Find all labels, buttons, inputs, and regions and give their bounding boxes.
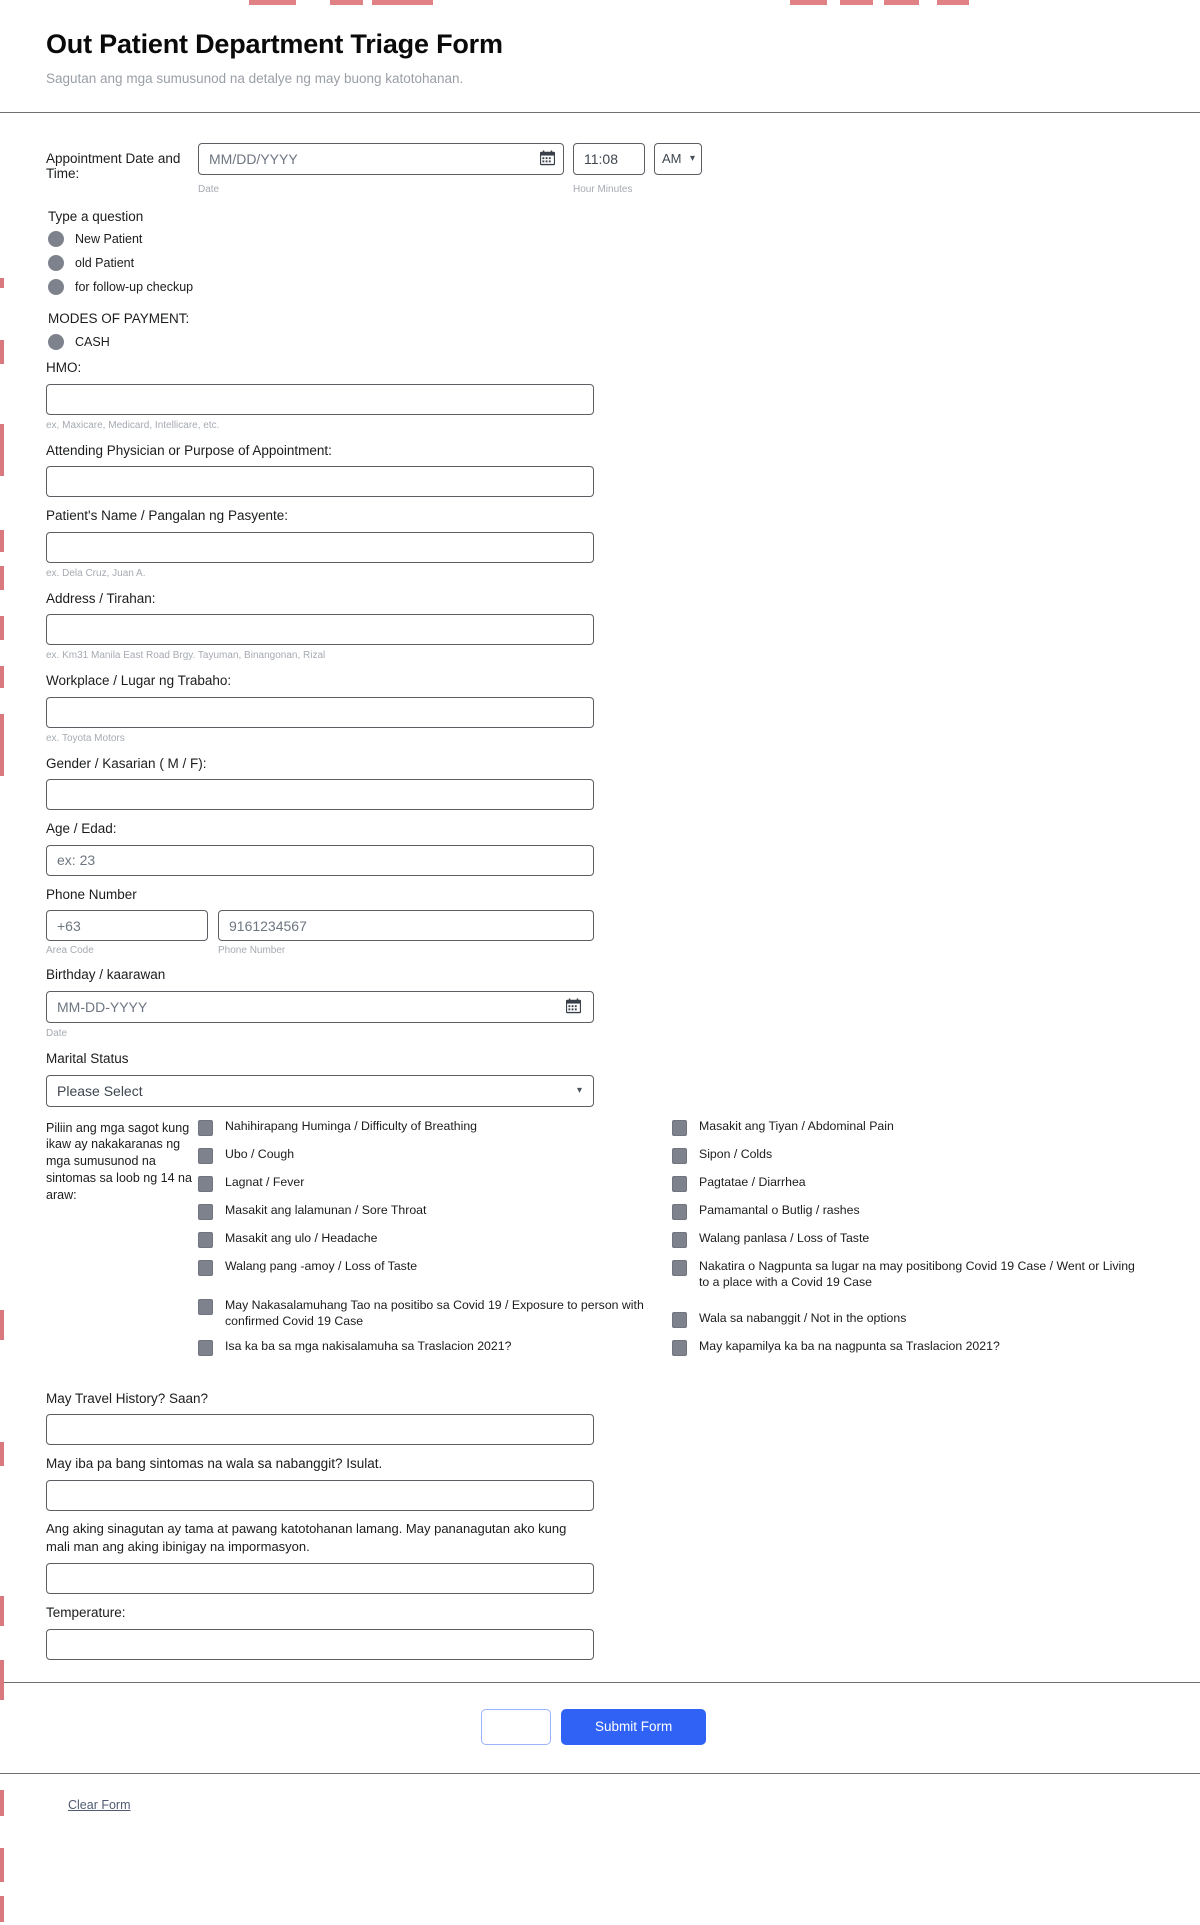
- phone-area-hint: Area Code: [46, 945, 94, 957]
- symptom-checkbox-label: Lagnat / Fever: [225, 1174, 305, 1189]
- symptom-checkbox-label: Pamamantal o Butlig / rashes: [699, 1202, 860, 1217]
- clear-form-wrapper: [0, 1774, 1200, 1844]
- hmo-hint: ex, Maxicare, Medicard, Intellicare, etc.: [46, 419, 220, 431]
- checkbox-icon[interactable]: [672, 1340, 687, 1356]
- radio-label: old Patient: [75, 255, 135, 270]
- appointment-time-input[interactable]: [573, 143, 645, 175]
- symptom-checkbox-row[interactable]: [198, 1175, 660, 1194]
- appointment-date-wrapper: [198, 143, 564, 175]
- checkbox-icon[interactable]: [198, 1232, 213, 1248]
- appointment-ampm-select[interactable]: [654, 143, 702, 175]
- field-workplace: [46, 671, 1154, 745]
- clear-form-link[interactable]: Clear Form: [68, 1797, 131, 1812]
- annotation-mark: [0, 424, 4, 476]
- checkbox-icon[interactable]: [672, 1232, 687, 1248]
- radio-option-new-patient[interactable]: [48, 231, 1154, 247]
- gender-label: Gender / Kasarian ( M / F):: [46, 755, 207, 771]
- symptom-checkbox-label: Walang panlasa / Loss of Taste: [699, 1230, 870, 1245]
- travel-history-input[interactable]: [46, 1414, 594, 1445]
- symptom-checkbox-label: Masakit ang lalamunan / Sore Throat: [225, 1202, 427, 1217]
- marital-status-label: Marital Status: [46, 1051, 129, 1066]
- symptom-checkbox-row[interactable]: [672, 1339, 1142, 1358]
- physician-label: Attending Physician or Purpose of Appointment:: [46, 442, 332, 458]
- checkbox-icon[interactable]: [198, 1148, 213, 1164]
- birthday-wrapper: [46, 991, 594, 1023]
- symptom-checkbox-row[interactable]: [198, 1339, 660, 1358]
- symptom-checkbox-row[interactable]: [198, 1298, 660, 1330]
- symptom-checkbox-label: Nahihirapang Huminga / Difficulty of Breathing: [225, 1118, 477, 1133]
- annotation-mark: [0, 1310, 4, 1340]
- checkbox-icon[interactable]: [198, 1204, 213, 1220]
- annotation-mark: [0, 666, 4, 688]
- symptom-checkbox-label: Sipon / Colds: [699, 1146, 773, 1161]
- birthday-hint: Date: [46, 1028, 68, 1039]
- radio-icon[interactable]: [48, 279, 64, 295]
- checkbox-icon[interactable]: [672, 1312, 687, 1328]
- checkbox-icon[interactable]: [672, 1260, 687, 1276]
- symptoms-prompt: Piliin ang mga sagot kung ikaw ay nakakaranas ng mga sumusunod na sintomas sa loob ng 14 na araw:: [46, 1120, 192, 1203]
- age-input[interactable]: [46, 845, 594, 876]
- checkbox-icon[interactable]: [198, 1120, 213, 1136]
- radio-option-follow-up[interactable]: [48, 279, 1154, 295]
- annotation-mark: [372, 0, 433, 5]
- annotation-mark: [0, 1790, 4, 1816]
- checkbox-icon[interactable]: [198, 1299, 213, 1315]
- symptom-checkbox-row[interactable]: [672, 1231, 1142, 1250]
- address-label: Address / Tirahan:: [46, 590, 156, 606]
- symptom-checkbox-row[interactable]: [672, 1311, 1142, 1330]
- symptoms-column-right: [672, 1119, 1142, 1367]
- field-address: [46, 589, 1154, 663]
- birthday-input[interactable]: [46, 991, 594, 1023]
- patient-name-label: Patient's Name / Pangalan ng Pasyente:: [46, 508, 288, 524]
- field-phone: [46, 885, 1154, 957]
- symptom-checkbox-row[interactable]: [198, 1259, 660, 1278]
- radio-option-cash[interactable]: [48, 334, 1154, 350]
- annotation-mark: [0, 340, 4, 364]
- address-input[interactable]: [46, 614, 594, 645]
- temperature-input[interactable]: [46, 1629, 594, 1660]
- page-subtitle: Sagutan ang mga sumusunod na detalye ng may buong katotohanan.: [46, 71, 464, 87]
- annotation-mark: [790, 0, 827, 5]
- symptom-checkbox-row[interactable]: [672, 1259, 1142, 1291]
- appointment-date-input[interactable]: [198, 143, 564, 175]
- checkbox-icon[interactable]: [198, 1260, 213, 1276]
- consent-input[interactable]: [46, 1563, 594, 1594]
- checkbox-icon[interactable]: [672, 1148, 687, 1164]
- appointment-label: Appointment Date and Time:: [46, 150, 181, 181]
- radio-label: CASH: [75, 334, 110, 349]
- temperature-label: Temperature:: [46, 1605, 126, 1621]
- field-hmo: [46, 358, 1154, 432]
- radio-label: for follow-up checkup: [75, 279, 194, 294]
- consent-label: Ang aking sinagutan ay tama at pawang katotohanan lamang. May pananagutan ako kung mali man ang aking ibinigay na impormasyon.: [46, 1520, 567, 1554]
- field-travel-history: [46, 1389, 1154, 1446]
- radio-option-old-patient[interactable]: [48, 255, 1154, 271]
- patient-name-input[interactable]: [46, 532, 594, 563]
- symptom-checkbox-label: Nakatira o Nagpunta sa lugar na may positibong Covid 19 Case / Went or Living to a place with a Covid 19 Case: [699, 1258, 1135, 1289]
- annotation-mark: [0, 714, 4, 776]
- address-hint: ex. Km31 Manila East Road Brgy. Tayuman, Binangonan, Rizal: [46, 650, 326, 662]
- field-physician: [46, 441, 1154, 498]
- annotation-mark: [0, 616, 4, 640]
- marital-status-select[interactable]: [46, 1075, 594, 1107]
- phone-row: [46, 910, 1154, 941]
- annotation-mark: [0, 530, 4, 552]
- checkbox-icon[interactable]: [198, 1176, 213, 1192]
- submit-button[interactable]: Submit Form: [561, 1709, 706, 1745]
- phone-hints: [46, 945, 1154, 956]
- workplace-input[interactable]: [46, 697, 594, 728]
- symptom-checkbox-label: Walang pang -amoy / Loss of Taste: [225, 1258, 418, 1273]
- symptoms-section: [46, 1119, 1154, 1367]
- travel-history-label: May Travel History? Saan?: [46, 1390, 209, 1406]
- checkbox-icon[interactable]: [672, 1120, 687, 1136]
- annotation-mark: [884, 0, 919, 5]
- physician-input[interactable]: [46, 466, 594, 497]
- field-gender: [46, 754, 1154, 811]
- appointment-hints: [198, 184, 1154, 195]
- symptom-checkbox-label: Ubo / Cough: [225, 1146, 295, 1161]
- symptom-checkbox-label: Masakit ang ulo / Headache: [225, 1230, 378, 1245]
- annotation-mark: [840, 0, 873, 5]
- page-title: Out Patient Department Triage Form: [46, 29, 503, 59]
- symptom-checkbox-label: Masakit ang Tiyan / Abdominal Pain: [699, 1118, 894, 1133]
- age-label: Age / Edad:: [46, 821, 117, 837]
- other-symptoms-label: May iba pa bang sintomas na wala sa nabanggit? Isulat.: [46, 1456, 383, 1472]
- checkbox-icon[interactable]: [672, 1204, 687, 1220]
- footer-actions: [0, 1683, 1200, 1773]
- annotation-mark: [0, 1848, 4, 1882]
- patient-type-question: Type a question: [48, 208, 144, 224]
- appointment-row: [46, 143, 1154, 181]
- symptom-checkbox-row[interactable]: [672, 1175, 1142, 1194]
- phone-number-wrapper: [218, 910, 594, 941]
- workplace-label: Workplace / Lugar ng Trabaho:: [46, 673, 232, 689]
- other-symptoms-input[interactable]: [46, 1480, 594, 1511]
- checkbox-icon[interactable]: [672, 1176, 687, 1192]
- marital-status-wrapper: [46, 1075, 594, 1107]
- appointment-time-wrapper: [573, 143, 645, 175]
- annotation-mark: [249, 0, 296, 5]
- symptom-checkbox-label: May Nakasalamuhang Tao na positibo sa Covid 19 / Exposure to person with confirmed Covid 19 Case: [225, 1297, 644, 1328]
- field-temperature: [46, 1603, 1154, 1660]
- phone-area-wrapper: [46, 910, 208, 941]
- symptom-checkbox-row[interactable]: [672, 1119, 1142, 1138]
- appointment-ampm-wrapper: [654, 143, 702, 175]
- annotation-mark: [0, 1896, 4, 1922]
- field-consent: [46, 1520, 1154, 1594]
- phone-number-hint: Phone Number: [218, 945, 286, 957]
- payment-label: MODES OF PAYMENT:: [48, 310, 190, 326]
- workplace-hint: ex. Toyota Motors: [46, 732, 125, 744]
- footer-buttons: [481, 1709, 706, 1745]
- radio-label: New Patient: [75, 231, 143, 246]
- bottom-fields: [46, 1389, 1154, 1660]
- phone-area-input[interactable]: [46, 910, 208, 941]
- gender-input[interactable]: [46, 779, 594, 810]
- symptom-checkbox-row[interactable]: [198, 1231, 660, 1250]
- phone-number-input[interactable]: [218, 910, 594, 941]
- symptom-checkbox-label: Pagtatae / Diarrhea: [699, 1174, 806, 1189]
- field-patient-name: [46, 506, 1154, 580]
- symptom-checkbox-row[interactable]: [198, 1203, 660, 1222]
- symptom-checkbox-label: Wala sa nabanggit / Not in the options: [699, 1310, 907, 1325]
- chevron-down-icon: ▾: [689, 152, 695, 164]
- field-birthday: [46, 965, 1154, 1040]
- hmo-input[interactable]: [46, 384, 594, 415]
- phone-label: Phone Number: [46, 886, 137, 902]
- annotation-mark: [937, 0, 969, 5]
- hmo-label: HMO:: [46, 359, 82, 375]
- field-age: [46, 819, 1154, 876]
- secondary-button[interactable]: [481, 1709, 551, 1745]
- symptom-checkbox-row[interactable]: [672, 1147, 1142, 1166]
- radio-icon[interactable]: [48, 255, 64, 271]
- field-other-symptoms: [46, 1454, 1154, 1511]
- symptom-checkbox-row[interactable]: [198, 1147, 660, 1166]
- chevron-down-icon: ▾: [576, 1084, 582, 1096]
- patient-name-hint: ex. Dela Cruz, Juan A.: [46, 567, 146, 579]
- symptoms-columns: [198, 1119, 1154, 1367]
- field-marital-status: [46, 1049, 1154, 1107]
- annotation-mark: [0, 566, 4, 590]
- checkbox-icon[interactable]: [198, 1340, 213, 1356]
- annotation-mark: [0, 278, 4, 288]
- symptoms-column-left: [198, 1119, 660, 1367]
- radio-icon[interactable]: [48, 231, 64, 247]
- annotation-mark: [0, 1596, 4, 1626]
- symptom-checkbox-label: Isa ka ba sa mga nakisalamuha sa Traslacion 2021?: [225, 1338, 512, 1353]
- symptom-checkbox-row[interactable]: [672, 1203, 1142, 1222]
- birthday-label: Birthday / kaarawan: [46, 967, 166, 983]
- form-header: [0, 0, 1200, 88]
- radio-icon[interactable]: [48, 334, 64, 350]
- annotation-mark: [0, 1442, 4, 1466]
- appointment-date-hint: Date: [198, 183, 220, 195]
- annotation-mark: [330, 0, 363, 5]
- annotation-mark: [0, 1660, 4, 1700]
- appointment-time-hint: Hour Minutes: [573, 183, 633, 195]
- form-body: [0, 113, 1200, 1660]
- symptom-checkbox-label: May kapamilya ka ba na nagpunta sa Traslacion 2021?: [699, 1338, 1000, 1353]
- symptom-checkbox-row[interactable]: [198, 1119, 660, 1138]
